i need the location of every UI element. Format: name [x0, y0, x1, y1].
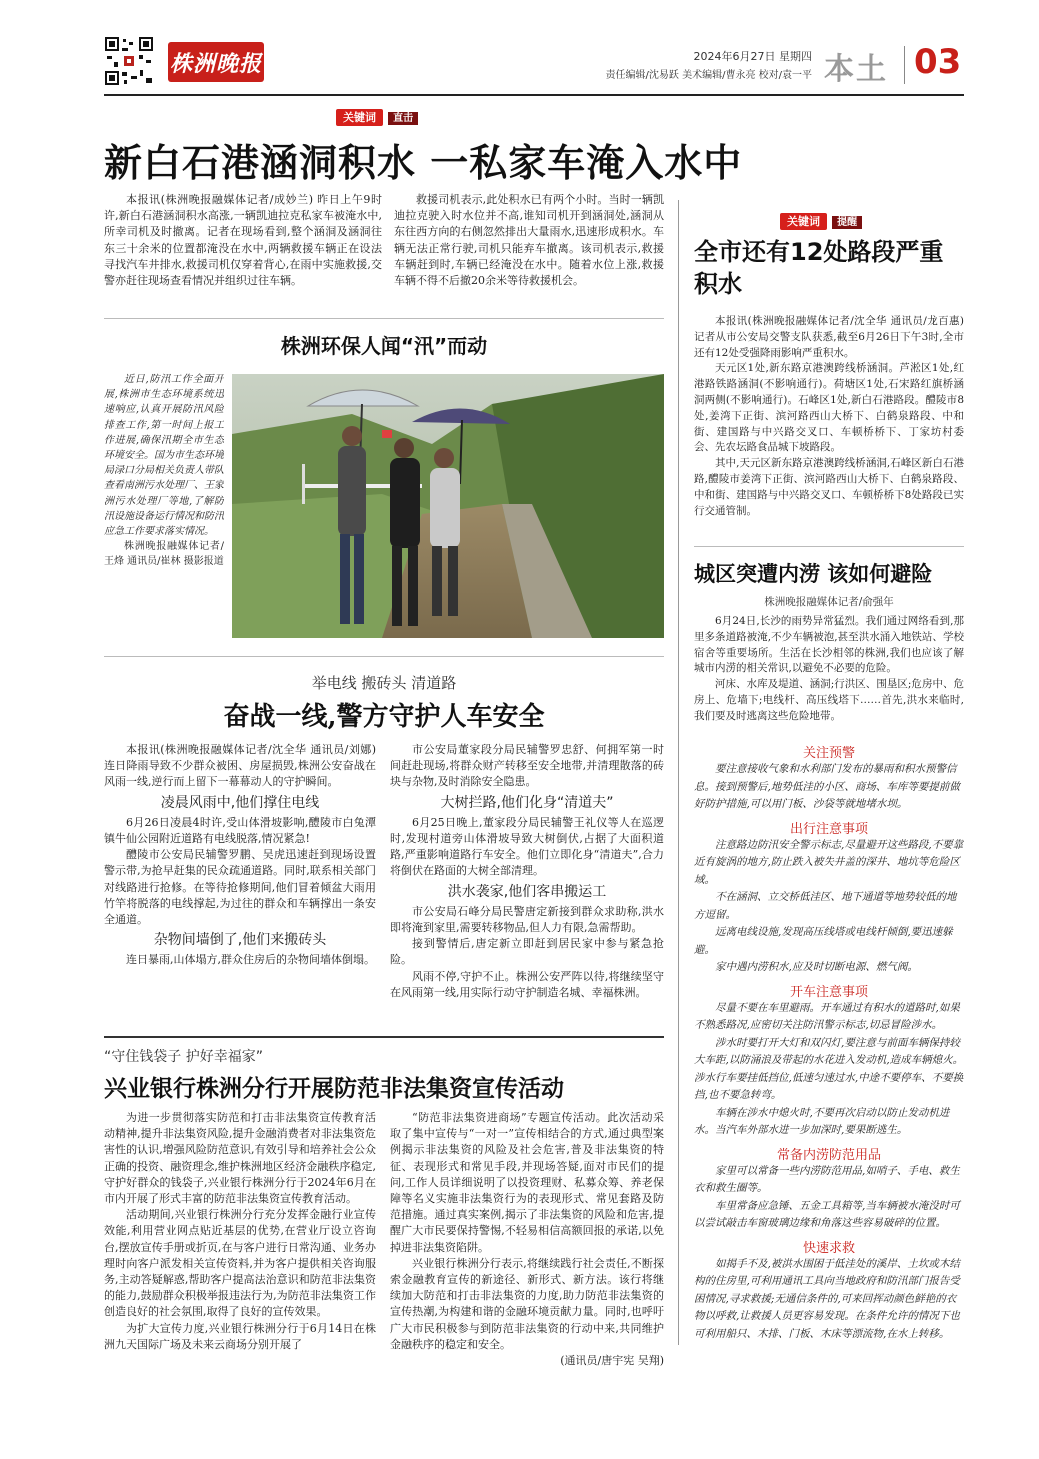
article4-col2: “防范非法集资进商场”专题宣传活动。此次活动采取了集中宣传与“一对一”宣传相结合的方式,通过典型案例揭示非法集资的风险及社会危害,普及非法集资的特征、表现形式和常见手段,并现场答疑,面对市民们的提问,工作人员详细说明了以投资理财、私募众筹、养老保障等名义实施非法集资行为的表现形式、常见套路及防范措施。通过真实案例,揭示了非法集资的风险和危害,提醒广大市民要保持警惕,不轻易相信高额回报的承诺,以免掉进非法集资陷阱。 兴业银行株洲分行表示,将继续践行社会责任,不断探索金融教育宣传的新途径、新形式、新方法。该行将继续加大防范和打击非法集资的力度,助力防范非法集资的宣传热潮,为构建和谐的金融环境贡献力量。同时,也呼吁广大市民积极参与到防范非法集资的行动中来,共同维护金融秩序的稳定和安全。 (通讯员/唐宇宪 吴翔) [390, 1110, 664, 1400]
issue-date: 2024年6月27日 星期四 [693, 50, 812, 63]
safety-tips [694, 742, 964, 1392]
article3-col1: 本报讯(株洲晚报融媒体记者/沈全华 通讯员/刘娜) 连日降雨导致不少群众被困、房屋损毁,株洲公安奋战在风雨一线,逆行而上留下一幕幕动人的守护瞬间。 凌晨风雨中,他们撑住电线 6月26日凌晨4时许,受山体滑坡影响,醴陵市白兔潭镇牛仙公园附近道路有电线脱落,情况紧急! 醴陵市公安局民辅警罗鹏、吴虎迅速赶到现场设置警示带,为抢早赶集的民众疏通道路。同时,联系相关部门对线路进行抢修。在等待抢修期间,他们冒着倾盆大雨用竹竿将脱落的电线撑起,为过往的群众和车辆撑出一条安全通道。 杂物间墙倒了,他们来搬砖头 连日暴雨,山体塌方,群众住房后的杂物间墙体倒塌。 [104, 743, 376, 967]
section-rule [104, 656, 664, 657]
keyword-tag [780, 210, 862, 229]
section-rule [694, 546, 964, 547]
article1-headline: 新白石港涵洞积水 一私家车淹入水中 [104, 141, 743, 185]
tip-heading-driving: 开车注意事项 [789, 984, 868, 1000]
tip-text: 尽量不要在车里避雨。开车通过有积水的道路时,如果不熟悉路况,应密切关注防汛警示标志,切忌冒险涉水。 涉水时要打开大灯和双闪灯,要注意与前面车辆保持较大车距,以防涌浪及带起的水花进入发动机,造成车辆熄火。涉水行车要挂低挡位,低速匀速过水,中途不要停车、不要换挡,也不要急转弯。 车辆在涉水中熄火时,不要再次启动以防止发动机进水。当汽车外部水进一步加深时,要果断逃生。 [694, 1001, 964, 1136]
article4-kicker: “守住钱袋子 护好幸福家” [104, 1049, 263, 1065]
masthead-divider [904, 46, 905, 84]
article1-col2: 救援司机表示,此处积水已有两个小时。当时一辆凯迪拉克驶入时水位并不高,谁知司机开到涵洞处,涵洞从东往西方向的右侧忽然排出大量雨水,迅速形成积水。车辆无法正常行驶,司机只能弃车撤离。该司机表示,救援车辆赶到时,车辆已经淹没在水中。随着水位上涨,救援车辆不得不后撤20余米等待救援机会。 [394, 193, 664, 288]
article6-intro: 6月24日,长沙的雨势异常猛烈。我们通过网络看到,那里多条道路被淹,不少车辆被泡,甚至洪水涌入地铁站、学校宿舍等重要场所。生活在长沙相邻的株洲,我们也应该了解城市内涝的相关常识,以避免不必要的危险。 河床、水库及堤道、涵洞;行洪区、围垦区;危房中、危房上、危墙下;电线杆、高压线塔下……首先,洪水来临时,我们要及时逃离这些危险地带。 [694, 615, 964, 722]
tip-text: 家里可以常备一些内涝防范用品,如哨子、手电、救生衣和救生圈等。 车里常备应急锤、五金工具箱等,当车辆被水淹没时可以尝试敲击车窗玻璃边缘和角落这些容易破碎的位置。 [694, 1164, 960, 1229]
keyword-sub: 直击 [388, 112, 418, 125]
article5-headline: 全市还有12处路段严重积水 [694, 238, 944, 298]
masthead-rule [104, 94, 964, 96]
subhead-wall-collapse: 杂物间墙倒了,他们来搬砖头 [153, 932, 327, 949]
qr-code [104, 36, 154, 86]
tip-heading-warning: 关注预警 [802, 746, 855, 761]
logo-text: 株洲晚报 [169, 50, 262, 77]
article2-headline: 株洲环保人闻“汛”而动 [280, 334, 488, 358]
article3-headline: 奋战一线,警方守护人车安全 [223, 702, 545, 732]
tip-text: 注意路边防汛安全警示标志,尽量避开这些路段,不要靠近有旋涡的地方,防止跌入被失井盖的深井、地坑等危险区域。 不在涵洞、立交桥低洼区、地下通道等地势较低的地方逗留。 远离电线设施,发现高压线塔或电线杆倾倒,要迅速躲避。 家中遇内涝积水,应及时切断电源、燃气阀。 [694, 838, 964, 973]
tip-text: 如揭手不及,被洪水围困于低洼处的溪岸、土坎或木结构的住房里,可利用通讯工具向当地政府和防汛部门报告受困情况,寻求救援;无通信条件的,可来回挥动颜色鲜艳的衣物以呼救,让救援人员更容易发现。在条件允许的情况下也可利用船只、木排、门板、木床等漂流物,在水上转移。 [694, 1257, 960, 1340]
keyword-tag [336, 106, 418, 125]
section-rule [104, 1036, 664, 1038]
article3-col2: 市公安局董家段分局民辅警罗忠舒、何拥军第一时间赶赴现场,将群众财产转移至安全地带,并清理散落的砖块与杂物,及时消除安全隐患。 大树拦路,他们化身“清道夫” 6月25日晚上,董家段分局民辅警王礼仪等人在巡逻时,发现村道旁山体滑坡导致大树倒伏,占据了大面积道路,严重影响道路行车安全。他们立即化身“清道夫”,合力将倒伏在路面的大树全部清理。 洪水袭家,他们客串搬运工 市公安局石峰分局民警唐定新接到群众求助称,洪水即将淹到家里,需要转移物品,但人力有限,急需帮助。 接到警情后,唐定新立即赶到居民家中参与紧急抢险。 风雨不停,守护不止。株洲公安严阵以待,将继续坚守在风雨第一线,用实际行动守护制造名城、幸福株洲。 [390, 743, 664, 999]
article4-byline: (通讯员/唐宇宪 吴翔) [560, 1354, 664, 1368]
flood-patrol-photo [232, 374, 664, 638]
subhead-flood-home: 洪水袭家,他们客串搬运工 [447, 883, 607, 900]
article6-byline: 株洲晚报融媒体记者/俞强年 [764, 596, 894, 608]
subhead-fallen-tree: 大树拦路,他们化身“清道夫” [440, 794, 614, 811]
article5-body: 本报讯(株洲晚报融媒体记者/沈全华 通讯员/龙百惠) 记者从市公安局交警支队获悉,截至6月26日下午3时,全市还有12处受强降雨影响严重积水。 天元区1处,新东路京港澳跨线桥涵洞。芦淞区1处,红港路铁路涵洞(不影响通行)。荷塘区1处,石宋路红旗桥涵洞两侧(不影响通行)。石峰区1处,新白石港路段。醴陵市8处,姜湾下正街、滨河路西山大桥下、白鹤泉路段、中和街、建国路与中兴路交叉口、车顿桥桥下、丁家坊村委会、先农坛路食品城下坡路段。 其中,天元区新东路京港澳跨线桥涵洞,石峰区新白石港路,醴陵市姜湾下正街、滨河路西山大桥下、白鹤泉路段、中和街、建国路与中兴路交叉口、车顿桥桥下8处路段已实行交通管制。 [694, 315, 964, 517]
article6-headline: 城区突遭内涝 该如何避险 [694, 561, 933, 586]
section-name: 本土 [824, 52, 888, 87]
article4-col1: 为进一步贯彻落实防范和打击非法集资宣传教育活动精神,提升非法集资风险,提升金融消费者对非法集资危害性的认识,增强风险防范意识,有效引导和培养社会公众正确的投资、融资理念,维护株洲地区经济金融秩序稳定,守护好群众的钱袋子,兴业银行株洲分行于2024年6月在市内开展了形式丰富的防范非法集资宣传教育活动。 活动期间,兴业银行株洲分行充分发挥金融行业宣传效能,利用营业网点贴近基层的优势,在营业厅设立咨询台,摆放宣传手册或折页,在与客户进行日常沟通、业务办理时向客户派发相关宣传资料,并为客户提供相关咨询服务,主动答疑解惑,帮助客户提高法治意识和防范非法集资的能力,鼓励群众积极举报违法行为,为防范非法集资工作创造良好的社会氛围,取得了良好的宣传效果。 为扩大宣传力度,兴业银行株洲分行于6月14日在株洲九天国际广场及未来云商场分别开展了 [104, 1111, 376, 1351]
article2-body: 近日,防汛工作全面开展,株洲市生态环境系统迅速响应,认真开展防汛风险排查工作,第一时间上报工作进展,确保汛期全市生态环境安全。国为市生态环境局渌口分局相关负责人带队查看南洲污水处理厂、王家洲污水处理厂等地,了解防汛设施设备运行情况和防汛应急工作要求落实情况。 株洲晚报融媒体记者/王烽 通讯员/崔林 摄影报道 [104, 374, 224, 568]
column-divider [678, 200, 679, 1345]
article1-col1: 本报讯(株洲晚报融媒体记者/成妙兰) 昨日上午9时许,新白石港涵洞积水高涨,一辆凯迪拉克私家车被淹水中,所幸司机及时撤离。记者在现场看到,整个涵洞及涵洞往东三十余米的位置都淹没在水中,两辆救援车辆正在设法寻找汽车井排水,救援司机仅穿着背心,在雨中实施救援,交警亦赶往现场查看情况并组织过往车辆。 [104, 193, 382, 288]
editor-credits: 责任编辑/沈易跃 美术编辑/曹永亮 校对/袁一平 [605, 70, 812, 81]
tip-heading-travel: 出行注意事项 [789, 821, 868, 837]
keyword-label: 关键词 [336, 109, 383, 126]
article3-kicker: 举电线 搬砖头 清道路 [311, 674, 457, 692]
page-number: 03 [914, 42, 962, 82]
tip-heading-rescue: 快速求救 [802, 1240, 855, 1256]
tip-text: 要注意接收气象和水利部门发布的暴雨和积水预警信息。接到预警后,地势低洼的小区、商场、车库等要提前做好防护措施,可以用门板、沙袋等就地堵水坝。 [694, 763, 960, 810]
subhead-power-line: 凌晨风雨中,他们撑住电线 [160, 794, 320, 811]
keyword-sub: 提醒 [832, 216, 862, 229]
newspaper-logo [168, 42, 264, 82]
article4-headline: 兴业银行株洲分行开展防范非法集资宣传活动 [104, 1076, 564, 1102]
section-rule [104, 318, 664, 319]
keyword-label: 关键词 [780, 213, 827, 230]
tip-heading-supplies: 常备内涝防范用品 [776, 1147, 881, 1163]
